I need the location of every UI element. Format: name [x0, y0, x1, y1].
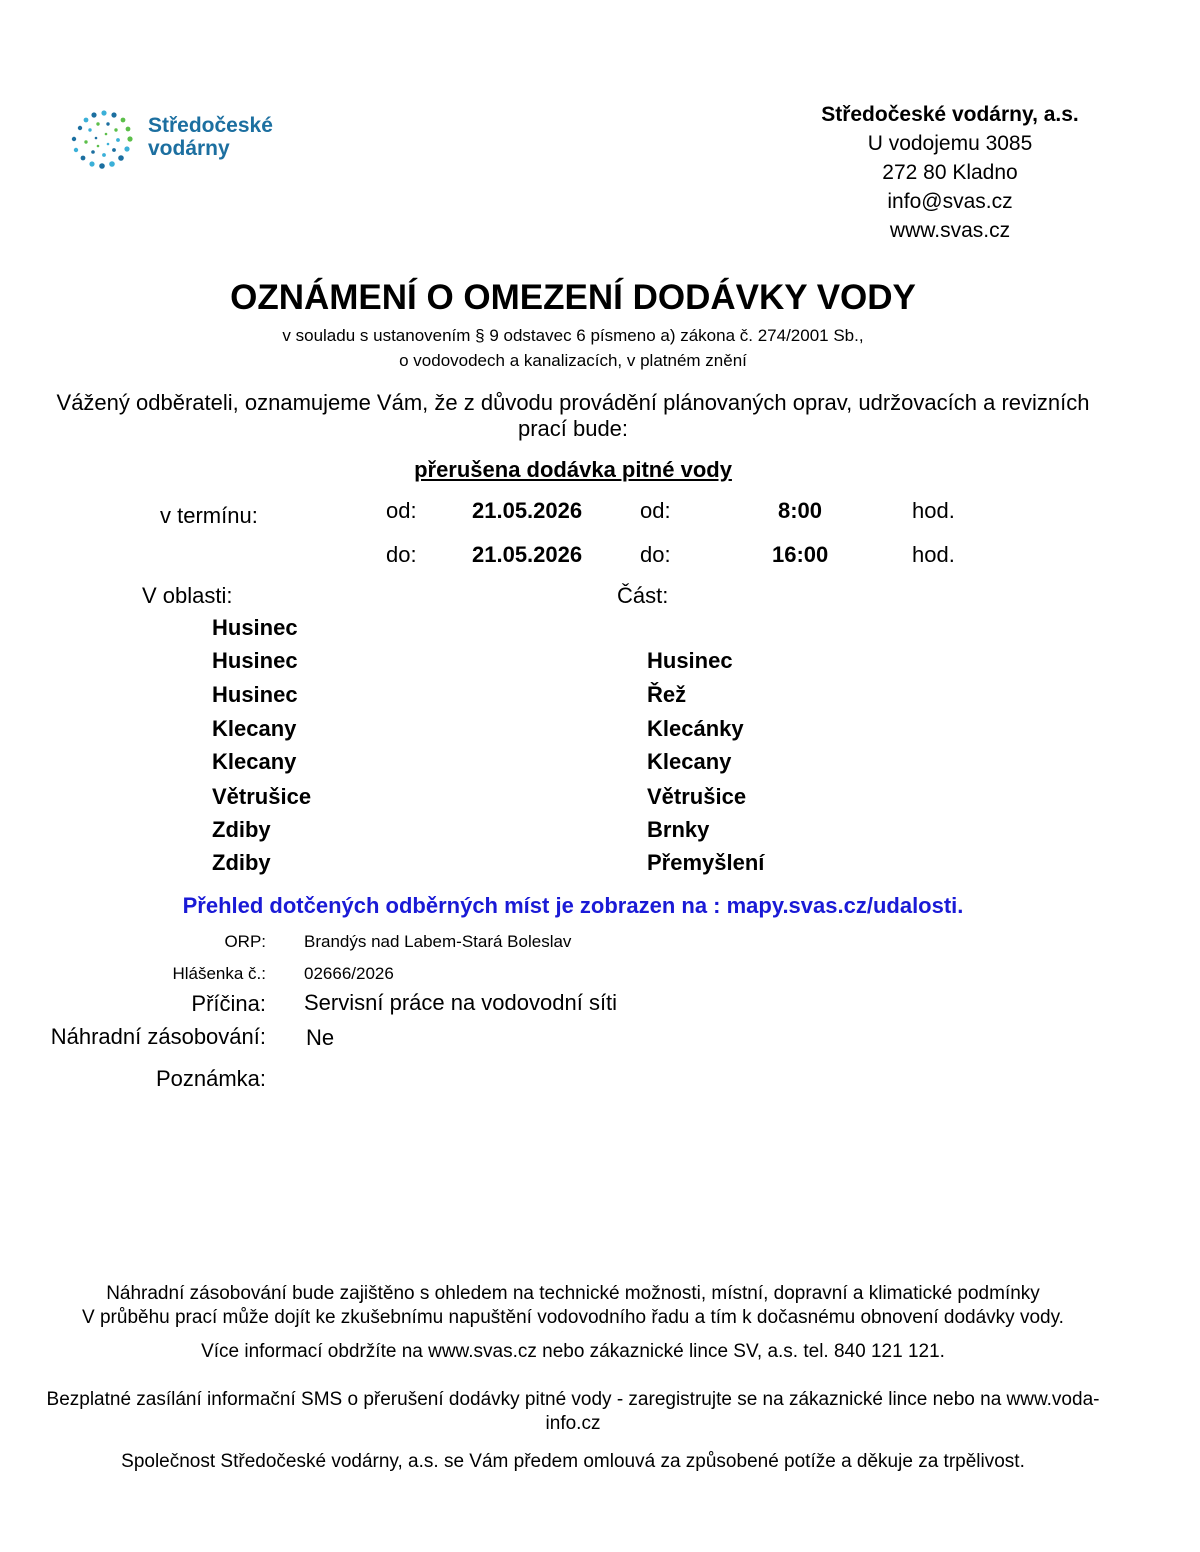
term-label: v termínu: — [160, 503, 258, 528]
to-date: 21.05.2026 — [472, 542, 583, 567]
footer-contact-note: Více informací obdržíte na www.svas.cz nebo zákaznické lince SV, a.s. tel. 840 121 121. — [201, 1341, 945, 1362]
area-item: Klecany — [212, 749, 297, 774]
footer-supply-note: Náhradní zásobování bude zajištěno s ohledem na technické možnosti, místní, dopravní a klimatické podmínky — [106, 1283, 1040, 1304]
area-item: Větrušice — [212, 784, 312, 809]
from-time-label: od: — [640, 498, 671, 523]
legal-reference — [0, 323, 1146, 373]
interruption-headline — [0, 457, 1146, 483]
part-item: Brnky — [647, 817, 710, 842]
replacement-supply-value: Ne — [306, 1025, 335, 1050]
part-item: Větrušice — [647, 784, 747, 809]
legal-line-1: v souladu s ustanovením § 9 odstavec 6 písmeno a) zákona č. 274/2001 Sb., — [282, 326, 864, 345]
part-item: Klecany — [647, 749, 732, 774]
footer-sms-note: Bezplatné zasílání informační SMS o přerušení dodávky pitné vody - zaregistrujte se na zákaznické lince nebo na www.voda-info.cz — [46, 1389, 1100, 1434]
company-name: Středočeské vodárny, a.s. — [821, 103, 1079, 126]
from-time: 8:00 — [778, 498, 823, 523]
footer-apology: Společnost Středočeské vodárny, a.s. se Vám předem omlouvá za způsobené potíže a děkuje za trpělivost. — [121, 1451, 1025, 1472]
from-time-unit: hod. — [912, 498, 955, 523]
part-item: Řež — [647, 682, 687, 707]
area-item: Husinec — [212, 615, 298, 640]
area-item: Zdiby — [212, 850, 271, 875]
company-web: www.svas.cz — [889, 219, 1011, 242]
area-item: Klecany — [212, 716, 297, 741]
part-label: Část: — [617, 583, 669, 608]
footer-test-fill-note: V průběhu prací může dojít ke zkušebnímu napuštění vodovodního řadu a tím k dočasnému obnovení dodávky vody. — [82, 1307, 1064, 1328]
map-link-note[interactable]: Přehled dotčených odběrných míst je zobrazen na : mapy.svas.cz/udalosti. — [182, 893, 964, 918]
part-item: Klecánky — [647, 716, 744, 741]
footer-notes — [30, 1282, 1116, 1474]
company-email: info@svas.cz — [887, 190, 1013, 213]
note-label: Poznámka: — [155, 1066, 266, 1091]
part-item: Přemyšlení — [647, 850, 765, 875]
to-time: 16:00 — [772, 542, 829, 567]
report-number-value: 02666/2026 — [304, 964, 394, 983]
to-time-unit: hod. — [912, 542, 955, 567]
page-title: OZNÁMENÍ O OMEZENÍ DODÁVKY VODY — [230, 278, 916, 317]
area-item: Husinec — [212, 648, 298, 673]
orp-value: Brandýs nad Labem-Stará Boleslav — [304, 932, 572, 951]
logo-line-1: Středočeské — [148, 114, 273, 137]
company-street: U vodojemu 3085 — [867, 132, 1033, 155]
logo-line-2: vodárny — [148, 137, 230, 160]
to-time-label: do: — [640, 542, 671, 567]
area-item: Zdiby — [212, 817, 271, 842]
area-item: Husinec — [212, 682, 298, 707]
cause-label: Příčina: — [191, 991, 266, 1016]
intro-text: Vážený odběrateli, oznamujeme Vám, že z důvodu provádění plánovaných oprav, udržovacích a revizních prací bude: — [56, 390, 1090, 441]
logo-wordmark — [148, 114, 273, 160]
company-address — [780, 100, 1120, 245]
from-date: 21.05.2026 — [472, 498, 583, 523]
cause-value: Servisní práce na vodovodní síti — [304, 990, 618, 1015]
logo-dot-ring-icon — [72, 110, 133, 168]
legal-line-2: o vodovodech a kanalizacích, v platném znění — [399, 351, 747, 370]
area-label: V oblasti: — [142, 583, 233, 608]
replacement-supply-label: Náhradní zásobování: — [50, 1024, 266, 1049]
orp-label: ORP: — [224, 932, 266, 951]
from-date-label: od: — [386, 498, 417, 523]
part-item: Husinec — [647, 648, 733, 673]
to-date-label: do: — [386, 542, 417, 567]
company-city: 272 80 Kladno — [882, 161, 1018, 184]
report-number-label: Hlášenka č.: — [172, 964, 266, 983]
headline-text: přerušena dodávka pitné vody — [414, 457, 732, 482]
